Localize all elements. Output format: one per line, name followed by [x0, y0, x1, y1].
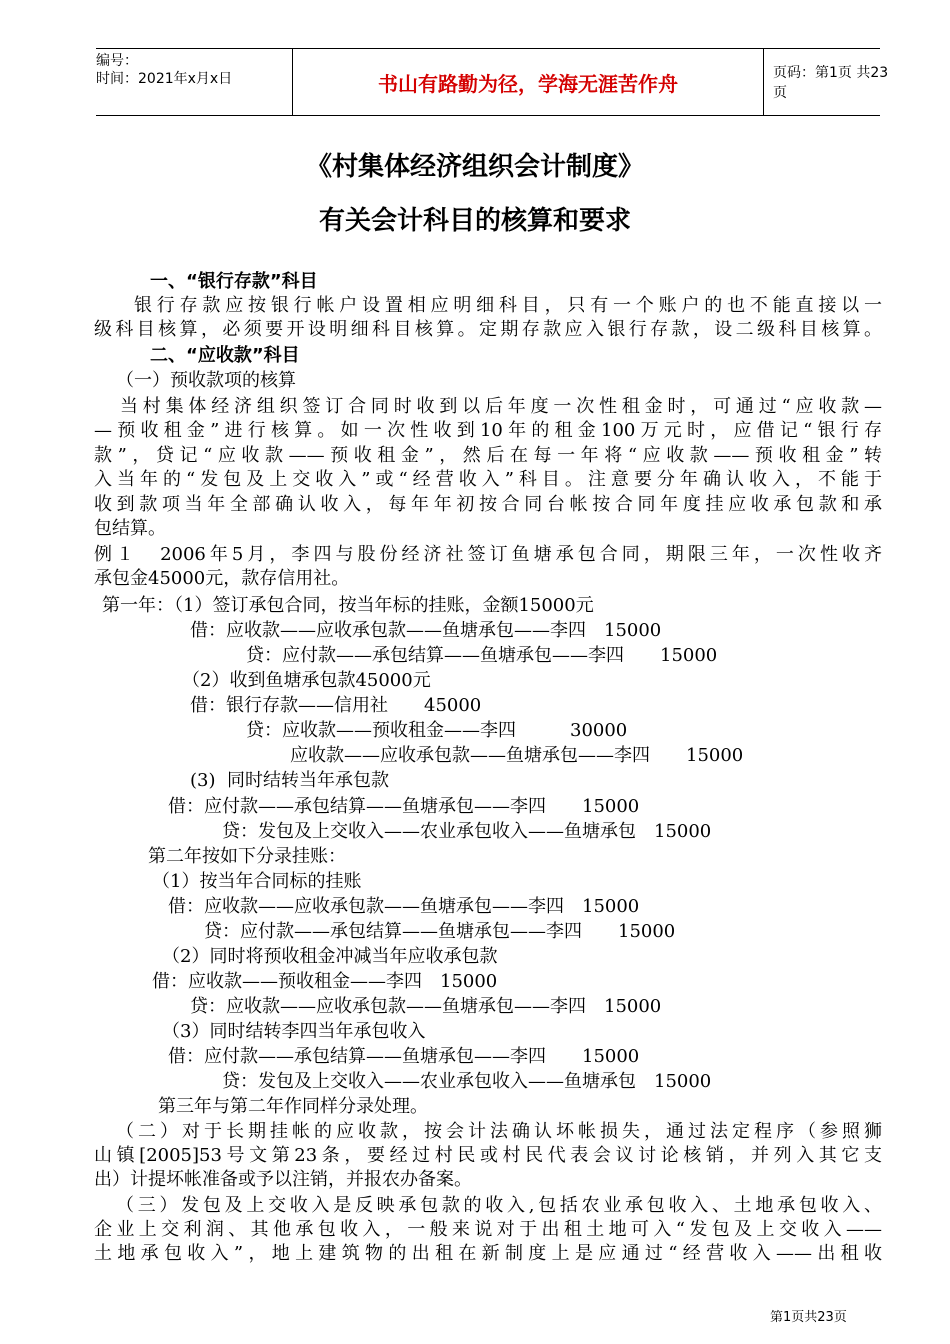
journal-entry-debit: 借：银行存款——信用社 45000	[190, 695, 482, 716]
entry-heading: 第二年按如下分录挂账：	[148, 846, 346, 867]
journal-entry-credit: 贷：应收款——预收租金——李四 30000	[246, 720, 628, 741]
journal-entry-debit: 借：应付款——承包结算——鱼塘承包——李四 15000	[168, 796, 640, 817]
body-line: 包结算。	[94, 518, 166, 539]
body-line: 收到款项当年全部确认收入，每年年初按合同台帐按合同年度挂应收承包款和承	[94, 494, 882, 515]
body-line: 款”，贷记“应收款——预收租金”，然后在每一年将“应收款——预收租金”转	[94, 445, 882, 466]
body-line: —预收租金”进行核算。如一次性收到10年的租金100万元时，应借记“银行存	[94, 420, 882, 441]
entry-heading: （2）同时将预收租金冲减当年应收承包款	[162, 946, 498, 967]
title-line-1: 《村集体经济组织会计制度》	[305, 152, 644, 182]
journal-entry-credit: 贷：应收款——应收承包款——鱼塘承包——李四 15000	[190, 996, 662, 1017]
body-line: 级科目核算，必须要开设明细科目核算。定期存款应入银行存款，设二级科目核算。	[94, 319, 882, 340]
body-line: 出）计提坏帐准备或予以注销，并报农办备案。	[94, 1169, 472, 1190]
entry-heading: (3) 同时结转当年承包款	[190, 770, 389, 791]
body-line: 银行存款应按银行帐户设置相应明细科目，只有一个账户的也不能直接以一	[134, 295, 882, 316]
page-header	[96, 48, 889, 116]
journal-entry-credit: 贷：应付款——承包结算——鱼塘承包——李四 15000	[204, 921, 676, 942]
entry-heading: （2）收到鱼塘承包款45000元	[182, 670, 431, 691]
example-line: 例１ 2006年5月，李四与股份经济社签订鱼塘承包合同，期限三年，一次性收齐	[94, 544, 882, 565]
body-line: 土地承包收入”，地上建筑物的出租在新制度上是应通过“经营收入——出租收	[94, 1243, 882, 1264]
journal-entry-credit: 应收款——应收承包款——鱼塘承包——李四 15000	[290, 745, 744, 766]
header-number-label: 编号：	[96, 53, 138, 69]
journal-entry-credit: 贷：应付款——承包结算——鱼塘承包——李四 15000	[246, 645, 718, 666]
header-motto-cell	[292, 49, 764, 115]
header-motto: 书山有路勤为径，学海无涯苦作舟	[378, 71, 678, 96]
body-line: 企业上交利润、其他承包收入，一般来说对于出租土地可入“发包及上交收入——	[94, 1219, 882, 1240]
journal-entry-credit: 贷：发包及上交收入——农业承包收入——鱼塘承包 15000	[222, 821, 712, 842]
example-line: 承包金45000元，款存信用社。	[94, 568, 350, 589]
title-line-2: 有关会计科目的核算和要求	[318, 206, 631, 236]
journal-entry-credit: 贷：发包及上交收入——农业承包收入——鱼塘承包 15000	[222, 1071, 712, 1092]
section-heading-bank-deposit: 一、“银行存款”科目	[150, 271, 318, 292]
body-line: 入当年的“发包及上交收入”或“经营收入”科目。注意要分年确认收入，不能于	[94, 469, 882, 490]
journal-entry-debit: 借：应付款——承包结算——鱼塘承包——李四 15000	[168, 1046, 640, 1067]
section-heading-receivables: 二、“应收款”科目	[150, 345, 300, 366]
body-line: 山镇[2005]53号文第23条，要经过村民或村民代表会议讨论核销，并列入其它支	[94, 1145, 882, 1166]
body-line: 当村集体经济组织签订合同时收到以后年度一次性租金时，可通过“应收款—	[120, 396, 882, 417]
header-time-label: 时间：2021年x月x日	[96, 71, 233, 87]
subsection-heading: （一）预收款项的核算	[116, 370, 296, 391]
body-line: （二）对于长期挂帐的应收款，按会计法确认坏帐损失，通过法定程序（参照狮	[116, 1121, 882, 1142]
entry-heading: （3）同时结转李四当年承包收入	[162, 1021, 426, 1042]
journal-entry-debit: 借：应收款——预收租金——李四 15000	[152, 971, 498, 992]
header-page-info: 页码：第1页 共23页	[773, 65, 889, 101]
journal-entry-debit: 借：应收款——应收承包款——鱼塘承包——李四 15000	[168, 896, 640, 917]
journal-entry-debit: 借：应收款——应收承包款——鱼塘承包——李四 15000	[190, 620, 662, 641]
body-line: 第三年与第二年作同样分录处理。	[158, 1096, 428, 1117]
header-meta	[96, 49, 292, 118]
entry-heading: 第一年：（1）签订承包合同，按当年标的挂账，金额15000元	[102, 595, 594, 616]
page-footer: 第1页共23页	[770, 1310, 847, 1325]
entry-heading: （1）按当年合同标的挂账	[152, 871, 362, 892]
body-line: （三）发包及上交收入是反映承包款的收入,包括农业承包收入、土地承包收入、	[116, 1195, 882, 1216]
